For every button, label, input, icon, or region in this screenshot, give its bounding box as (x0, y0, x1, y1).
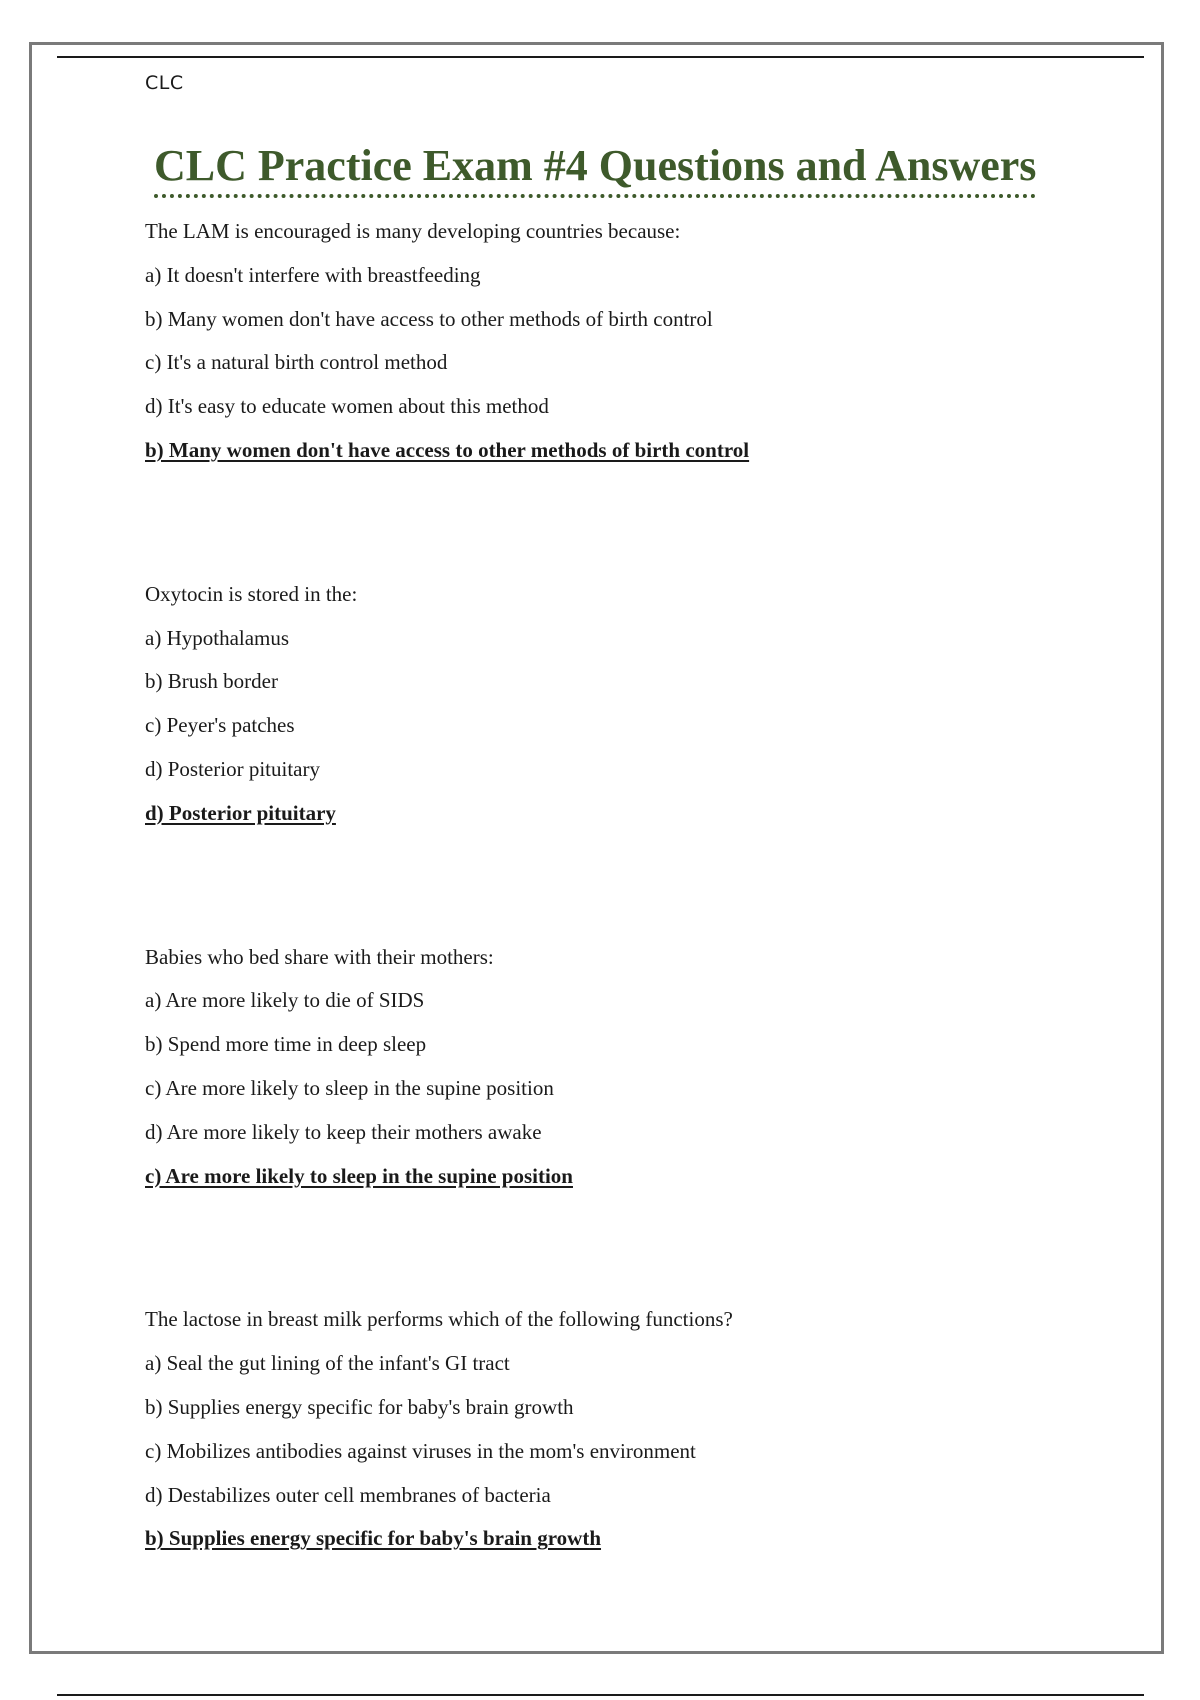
question-text: The LAM is encouraged is many developing countries because: (145, 219, 681, 243)
option-d: d) Are more likely to keep their mothers awake (145, 1119, 542, 1144)
footer-rule (57, 1694, 1144, 1696)
question-block-1 (145, 210, 1105, 473)
option-d: d) Posterior pituitary (145, 756, 320, 781)
correct-answer: b) Supplies energy specific for baby's brain growth (145, 1526, 602, 1551)
option-c: c) Are more likely to sleep in the supine position (145, 1075, 554, 1100)
option-c: c) It's a natural birth control method (145, 350, 448, 375)
question-text: Babies who bed share with their mothers: (145, 944, 494, 969)
option-a: a) Seal the gut lining of the infant's GI tract (145, 1351, 510, 1376)
option-a: a) Are more likely to die of SIDS (145, 988, 425, 1013)
option-b: b) Brush border (145, 669, 278, 694)
option-a: a) Hypothalamus (145, 625, 290, 650)
page-header-label: CLC (145, 72, 184, 94)
correct-answer: b) Many women don't have access to other methods of birth control (145, 437, 750, 462)
header-rule (57, 56, 1144, 58)
question-block-3 (145, 936, 1105, 1199)
question-text: The lactose in breast milk performs which of the following functions? (145, 1307, 733, 1332)
question-text: Oxytocin is stored in the: (145, 581, 358, 606)
option-d: d) It's easy to educate women about this method (145, 394, 549, 419)
option-b: b) Spend more time in deep sleep (145, 1032, 427, 1057)
question-list (145, 210, 1105, 1561)
option-b: b) Many women don't have access to other methods of birth control (145, 306, 713, 331)
correct-answer: d) Posterior pituitary (145, 800, 336, 825)
option-b: b) Supplies energy specific for baby's brain growth (145, 1394, 574, 1419)
correct-answer: c) Are more likely to sleep in the supine position (145, 1163, 573, 1188)
option-d: d) Destabilizes outer cell membranes of bacteria (145, 1482, 551, 1507)
option-c: c) Peyer's patches (145, 713, 295, 738)
option-a: a) It doesn't interfere with breastfeeding (145, 262, 481, 287)
question-block-2 (145, 573, 1105, 836)
option-c: c) Mobilizes antibodies against viruses in the mom's environment (145, 1438, 696, 1463)
question-block-4 (145, 1298, 1105, 1561)
document-title: CLC Practice Exam #4 Questions and Answers (154, 142, 1036, 198)
